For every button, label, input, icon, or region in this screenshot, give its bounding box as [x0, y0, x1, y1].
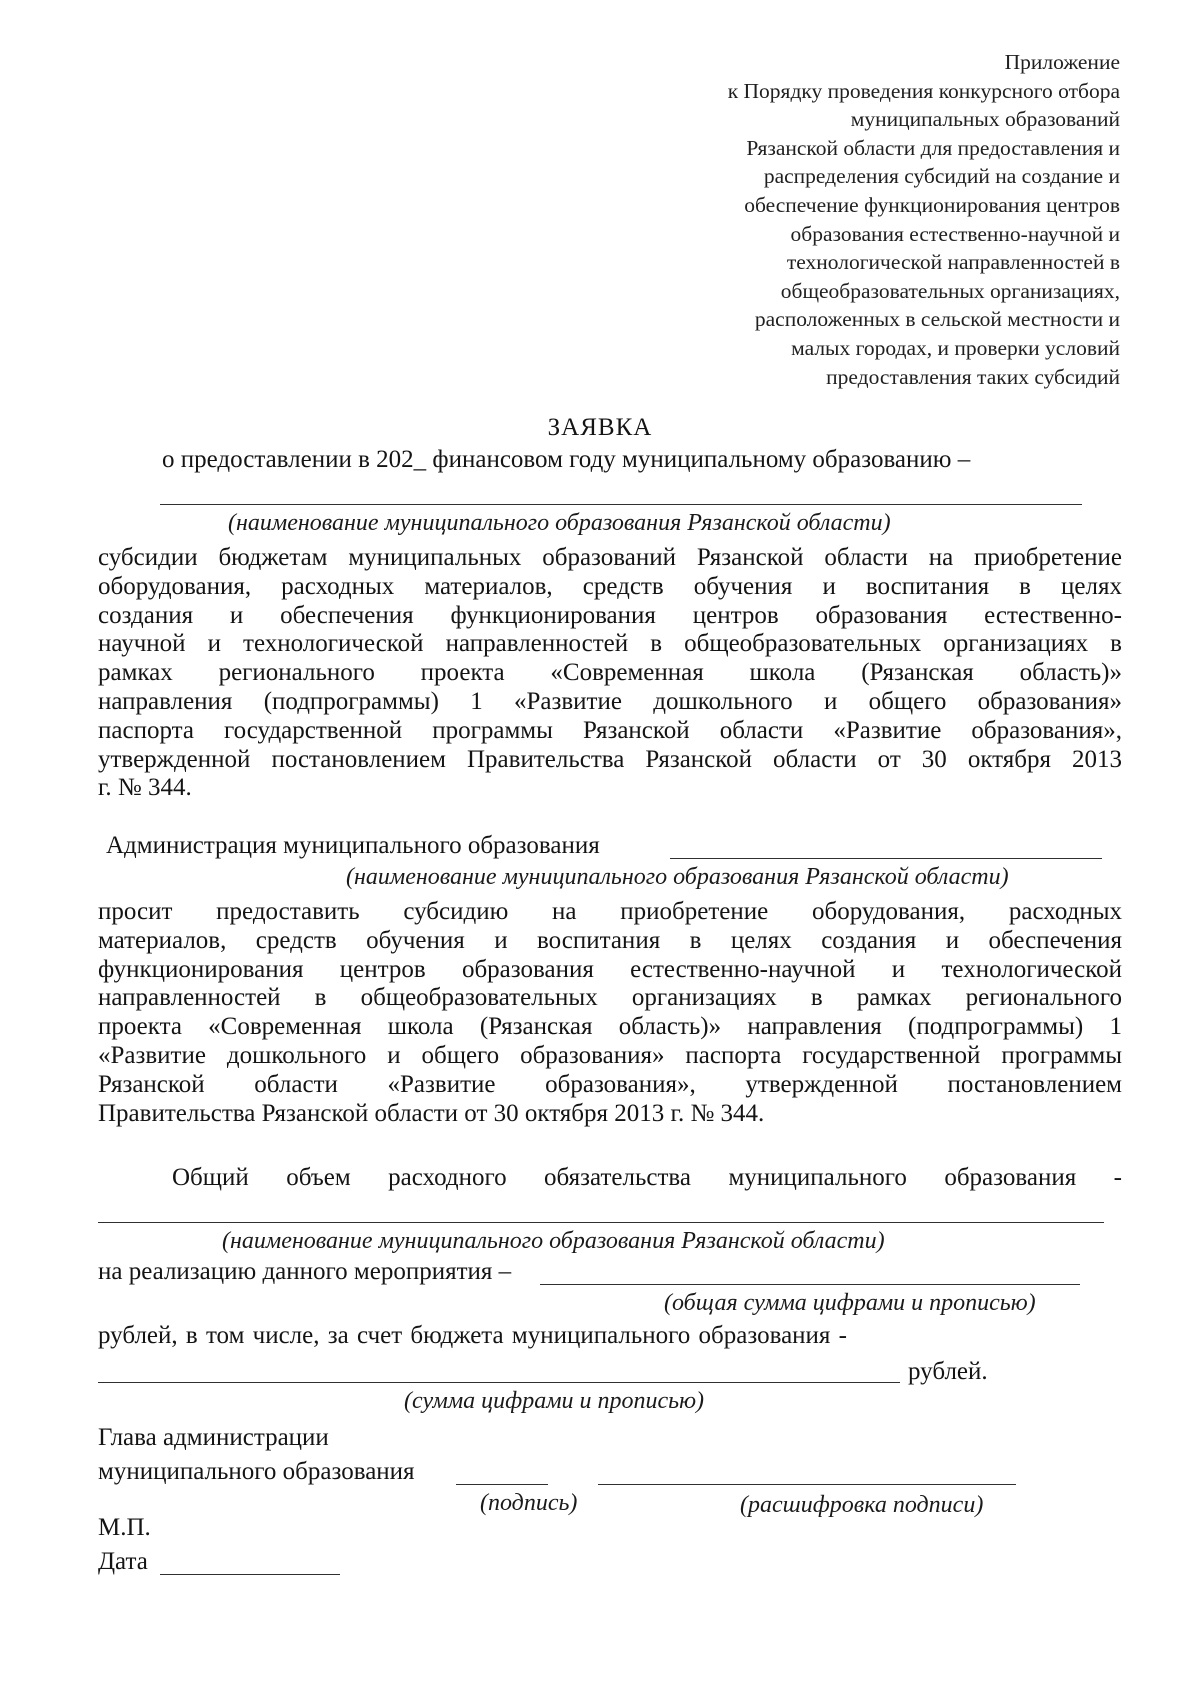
- document-subtitle: о предоставлении в 202_ финансовом году муниципальному образованию –: [162, 446, 971, 473]
- appendix-line: малых городах, и проверки условий: [791, 335, 1120, 360]
- implementation-label: на реализацию данного мероприятия –: [98, 1258, 512, 1285]
- paragraph-line: просит предоставить субсидию на приобретение оборудования, расходных: [98, 898, 1122, 925]
- date-line[interactable]: [160, 1574, 340, 1575]
- paragraph-line: паспорта государственной программы Рязанской области «Развитие образования»,: [98, 716, 1122, 744]
- administration-name-caption: (наименование муниципального образования Рязанской области): [346, 864, 1009, 890]
- paragraph-line: направления (подпрограммы) 1 «Развитие дошкольного и общего образования»: [98, 687, 1122, 715]
- administration-label: Администрация муниципального образования: [106, 832, 600, 859]
- appendix-line: муниципальных образований: [850, 107, 1120, 132]
- appendix-line: образования естественно-научной и: [790, 221, 1120, 246]
- paragraph-line: субсидии бюджетам муниципальных образований Рязанской области на приобретение: [98, 544, 1122, 571]
- signature-decoding-line[interactable]: [598, 1484, 1016, 1485]
- paragraph-line: г. № 344.: [98, 774, 192, 802]
- total-municipality-name-line[interactable]: [98, 1222, 1104, 1223]
- total-sum-caption: (общая сумма цифрами и прописью): [664, 1290, 1036, 1316]
- paragraph-line: утвержденной постановлением Правительства Рязанской области от 30 октября 2013: [98, 745, 1122, 773]
- paragraph-line: «Развитие дошкольного и общего образования» паспорта государственной программы: [98, 1041, 1122, 1069]
- administration-name-line[interactable]: [670, 858, 1102, 859]
- document-title: ЗАЯВКА: [547, 414, 653, 441]
- paragraph-request: [98, 898, 1122, 1128]
- signature-line[interactable]: [456, 1484, 548, 1485]
- paragraph-line: Правительства Рязанской области от 30 октября 2013 г. № 344.: [98, 1099, 765, 1127]
- municipality-name-line[interactable]: [160, 504, 1082, 505]
- paragraph-line: рамках регионального проекта «Современная школа (Рязанская область)»: [98, 659, 1122, 687]
- appendix-header: [600, 48, 1120, 391]
- paragraph-line: функционирования центров образования естественно-научной и технологической: [98, 955, 1122, 983]
- paragraph-line: создания и обеспечения функционирования центров образования естественно-: [98, 601, 1122, 629]
- total-municipality-caption: (наименование муниципального образования Рязанской области): [222, 1228, 885, 1254]
- date-label: Дата: [98, 1548, 148, 1575]
- appendix-line: расположенных в сельской местности и: [754, 307, 1120, 332]
- signature-decoding-caption: (расшифровка подписи): [740, 1492, 984, 1518]
- appendix-line: к Порядку проведения конкурсного отбора: [727, 78, 1120, 103]
- appendix-line: предоставления таких субсидий: [826, 364, 1120, 389]
- rubles-including-text: рублей, в том числе, за счет бюджета муниципального образования -: [98, 1322, 847, 1349]
- rubles-end-text: рублей.: [908, 1358, 988, 1385]
- appendix-line: распределения субсидий на создание и: [763, 164, 1120, 189]
- signature-caption: (подпись): [480, 1490, 578, 1516]
- total-volume-line: [172, 1164, 1122, 1193]
- head-title-line1: Глава администрации: [98, 1424, 329, 1451]
- appendix-line: Рязанской области для предоставления и: [746, 135, 1120, 160]
- budget-sum-line[interactable]: [98, 1382, 900, 1383]
- head-title-line2: муниципального образования: [98, 1458, 415, 1485]
- paragraph-line: проекта «Современная школа (Рязанская область)» направления (подпрограммы) 1: [98, 1013, 1122, 1041]
- total-sum-line[interactable]: [540, 1284, 1080, 1285]
- paragraph-line: материалов, средств обучения и воспитания в целях создания и обеспечения: [98, 926, 1122, 954]
- paragraph-line: оборудования, расходных материалов, средств обучения и воспитания в целях: [98, 572, 1122, 600]
- seal-label: М.П.: [98, 1514, 151, 1541]
- appendix-line: обеспечение функционирования центров: [744, 192, 1120, 217]
- appendix-line: Приложение: [1004, 50, 1120, 74]
- paragraph-line: Рязанской области «Развитие образования», утвержденной постановлением: [98, 1070, 1122, 1098]
- total-volume-text: Общий объем расходного обязательства муниципального образования -: [172, 1164, 1122, 1191]
- municipality-name-caption: (наименование муниципального образования Рязанской области): [228, 510, 891, 536]
- paragraph-line: научной и технологической направленностей в общеобразовательных организациях в: [98, 630, 1122, 658]
- budget-sum-caption: (сумма цифрами и прописью): [404, 1388, 705, 1414]
- paragraph-subsidy: [98, 544, 1122, 803]
- appendix-line: общеобразовательных организациях,: [780, 278, 1120, 303]
- paragraph-line: направленностей в общеобразовательных организациях в рамках регионального: [98, 984, 1122, 1012]
- appendix-line: технологической направленностей в: [786, 250, 1120, 275]
